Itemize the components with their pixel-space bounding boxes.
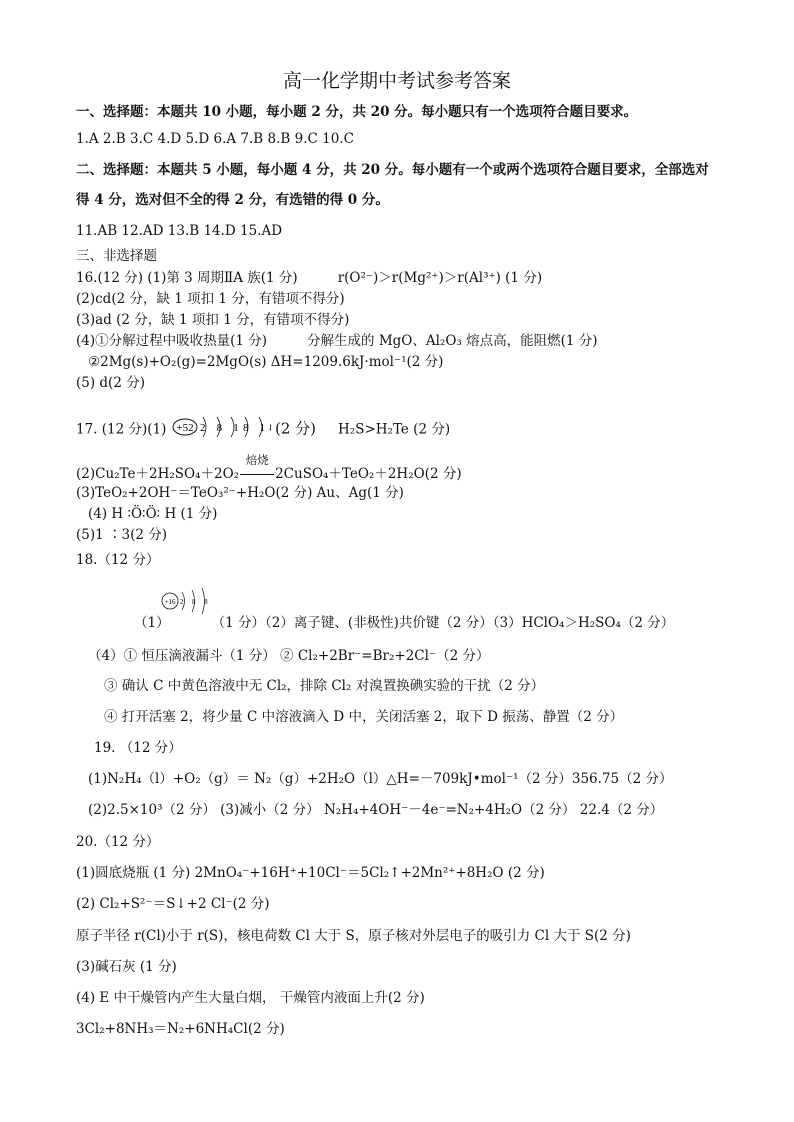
q19-line2: (1)N₂H₄（l）+O₂（g）＝ N₂（g）+2H₂O（l）△H=－709kJ•mol⁻¹（2 分）356.75（2 分）	[88, 771, 673, 787]
q18-line4: ③ 确认 C 中黄色溶液中无 Cl₂，排除 Cl₂ 对溴置换碘实验的干扰（2 分）	[104, 678, 545, 694]
q16-part4b: 分解生成的 MgO、Al₂O₃ 熔点高，能阻燃(1 分)	[307, 333, 598, 349]
q20-line2: (1)圆底烧瓶 (1 分) 2MnO₄⁻+16H⁺+10Cl⁻＝5Cl₂↑+2Mn²⁺+8H₂O (2 分)	[76, 865, 545, 881]
te-nucleus: +52	[176, 422, 194, 434]
q17-part1: 17. (12 分)(1)	[76, 421, 167, 438]
q16-line5: ②2Mg(s)+O₂(g)=2MgO(s) ΔH=1209.6kJ·mol⁻¹(2 分)	[88, 354, 444, 370]
q20-line4: 原子半径 r(Cl)小于 r(S)，核电荷数 Cl 大于 S，原子核对外层电子的吸引力 Cl 大于 S(2 分)	[76, 928, 631, 944]
section-2-heading-line1: 二、选择题：本题共 5 小题，每小题 4 分，共 20 分。每小题有一个或两个选项符合题目要求，全部选对	[76, 162, 709, 178]
q16-radius: r(O²⁻)＞r(Mg²⁺)＞r(Al³⁺) (1 分)	[337, 270, 543, 286]
roasting-arrow	[239, 453, 275, 484]
q17-line5: (5)1 ∶3(2 分)	[76, 527, 168, 543]
q17-reactants: (2)Cu₂Te＋2H₂SO₄＋2O₂	[76, 466, 240, 482]
section-2-answers: 11.AB 12.AD 13.B 14.D 15.AD	[76, 223, 283, 239]
section-1-answers: 1.A 2.B 3.C 4.D 5.D 6.A 7.B 8.B 9.C 10.C	[76, 131, 354, 147]
q20-line5: (3)碱石灰 (1 分)	[76, 959, 177, 975]
q20-line6: (4) E 中干燥管内产生大量白烟， 干燥管内液面上升(2 分)	[76, 990, 425, 1006]
section-2-heading-line2: 得 4 分，选对但不全的得 2 分，有选错的得 0 分。	[76, 192, 389, 208]
s-nucleus: +16	[164, 598, 176, 606]
q16-part1: 16.(12 分) (1)第 3 周期ⅡA 族(1 分)	[76, 270, 298, 286]
roasting-condition: 焙烧	[245, 453, 269, 467]
q16-line1	[76, 268, 754, 288]
q17-acidity: H₂S>H₂Te (2 分)	[338, 421, 451, 438]
page-title: 高一化学期中考试参考答案	[282, 70, 511, 92]
q18-line3: （4）① 恒压滴液漏斗（1 分） ② Cl₂+2Br⁻=Br₂+2Cl⁻（2 分）	[88, 648, 490, 664]
section-3-heading: 三、非选择题	[76, 248, 157, 264]
q18-part1: （1）	[134, 615, 170, 631]
q16-part4a: (4)①分解过程中吸收热量(1 分)	[76, 333, 268, 349]
q18-line5: ④ 打开活塞 2，将少量 C 中溶液滴入 D 中，关闭活塞 2，取下 D 振荡、静置（2 分）	[104, 709, 624, 725]
q17-line1	[76, 414, 754, 438]
q16-line3: (3)ad (2 分，缺 1 项扣 1 分，有错项不得分)	[76, 312, 350, 328]
q16-line2: (2)cd(2 分，缺 1 项扣 1 分，有错项不得分)	[76, 291, 345, 307]
q17-line2	[76, 453, 754, 484]
q20-line1: 20.（12 分）	[76, 834, 160, 850]
q17-line4: (4) H ∶Ö∶Ö∶ H (1 分)	[88, 506, 218, 522]
q20-line3: (2) Cl₂+S²⁻＝S↓+2 Cl⁻(2 分)	[76, 896, 270, 912]
tellurium-atom-structure-icon	[171, 414, 271, 446]
q17-score1: (2 分)	[274, 419, 317, 438]
section-1-heading: 一、选择题：本题共 10 小题，每小题 2 分，共 20 分。每小题只有一个选项符合题目要求。	[76, 104, 638, 120]
te-shells: 2 8 18 1	[199, 422, 270, 434]
s-shells: 2 8 8	[180, 598, 211, 606]
q17-products: 2CuSO₄＋TeO₂＋2H₂O(2 分)	[275, 466, 462, 482]
q19-line1: 19. （12 分）	[94, 740, 182, 756]
q17-line3: (3)TeO₂+2OH⁻＝TeO₃²⁻+H₂O(2 分) Au、Ag(1 分)	[76, 485, 404, 501]
q18-line1: 18.（12 分）	[76, 552, 160, 568]
q16-line4	[76, 331, 754, 351]
q19-line3: (2)2.5×10³（2 分） (3)减小（2 分） N₂H₄+4OH⁻－4e⁻=N₂+4H₂O（2 分） 22.4（2 分）	[88, 802, 664, 818]
q18-part2: （1 分）（2）离子键、(非极性)共价键（2 分）（3）HClO₄＞H₂SO₄（2 分）	[211, 615, 675, 631]
q20-line7: 3Cl₂+8NH₃＝N₂+6NH₄Cl(2 分)	[76, 1021, 285, 1037]
q16-line6: (5) d(2 分)	[76, 375, 145, 391]
q18-line2	[134, 613, 754, 633]
